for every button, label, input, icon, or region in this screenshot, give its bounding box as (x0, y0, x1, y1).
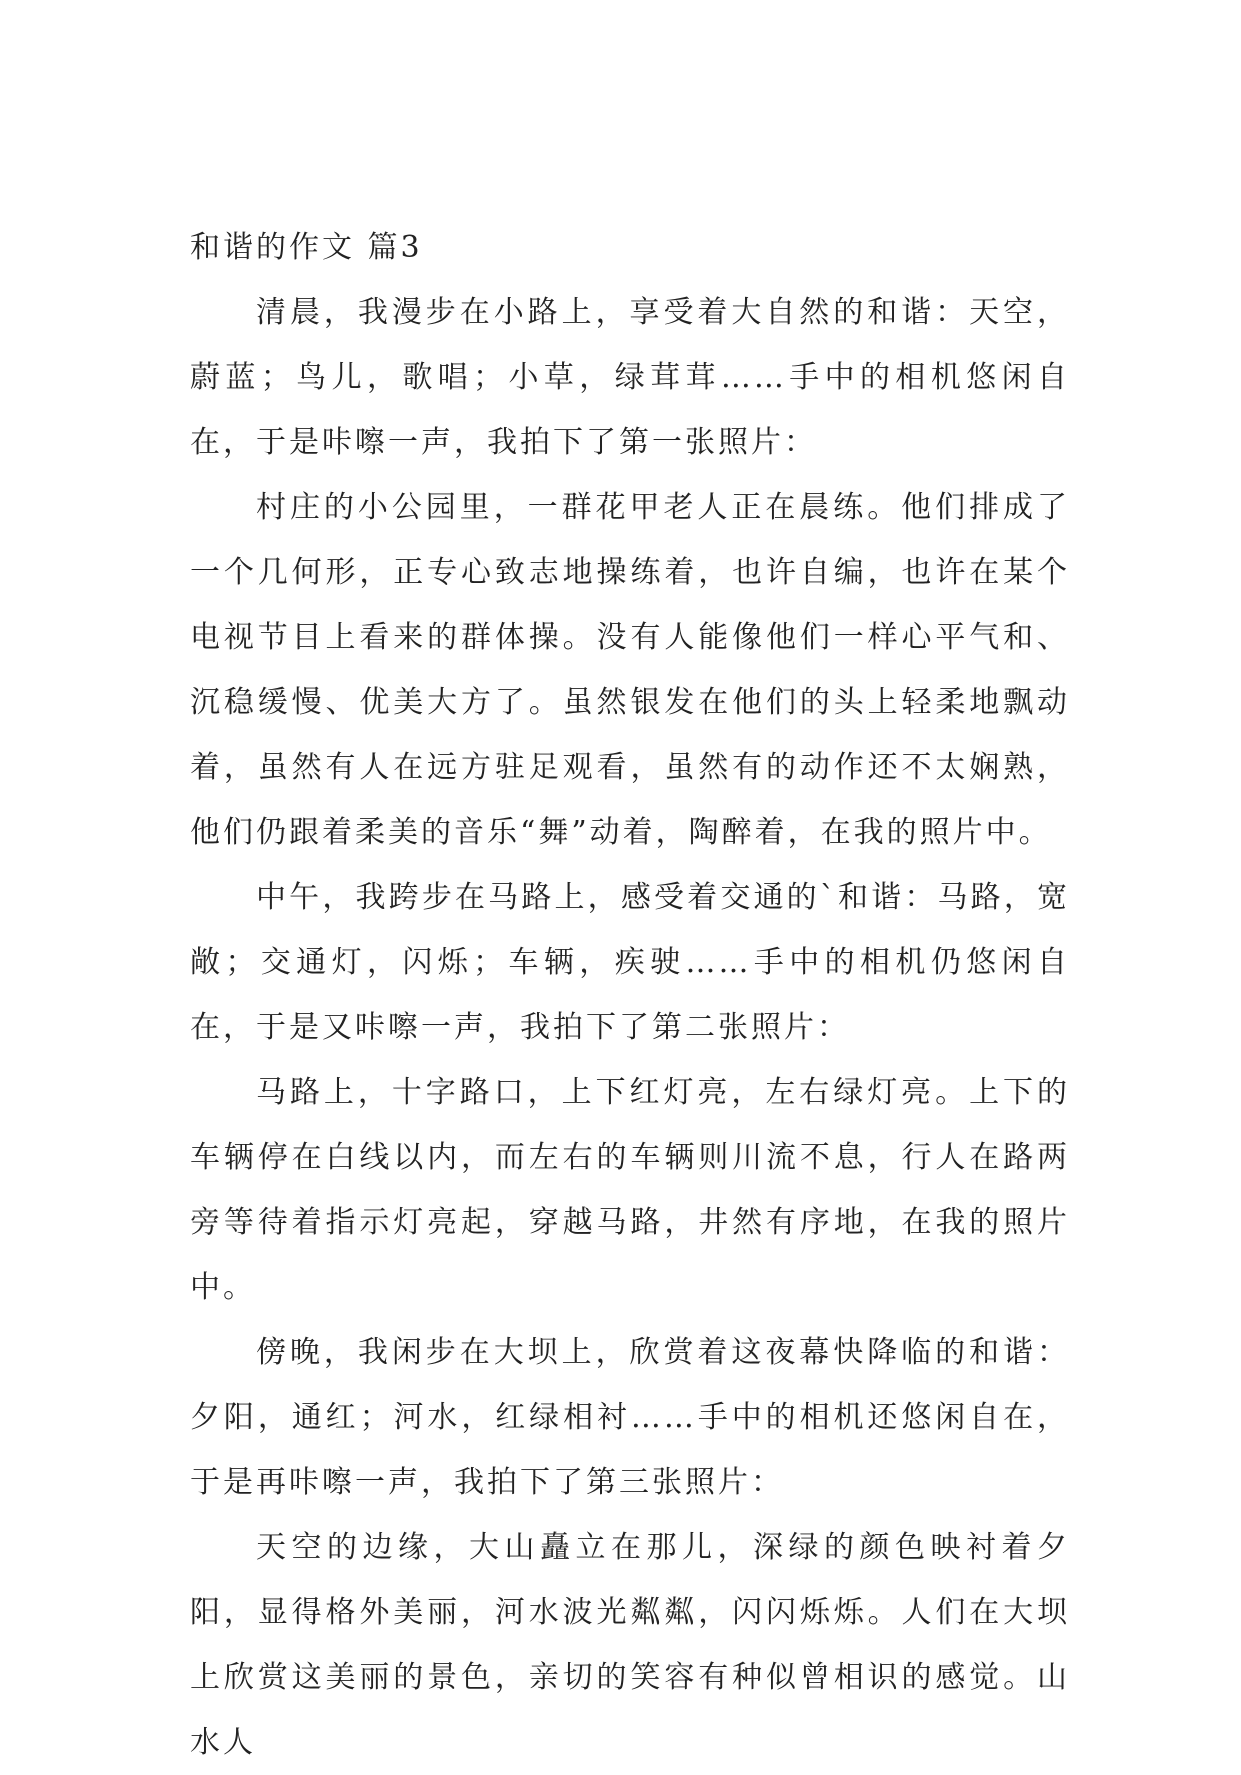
paragraph-6: 天空的边缘，大山矗立在那儿，深绿的颜色映衬着夕阳，显得格外美丽，河水波光粼粼，闪闪烁烁。人们在大坝上欣赏这美丽的景色，亲切的笑容有种似曾相识的感觉。山水人 (190, 1530, 1070, 1760)
document-body (190, 215, 1070, 1775)
paragraph-2: 村庄的小公园里，一群花甲老人正在晨练。他们排成了一个几何形，正专心致志地操练着，也许自编，也许在某个电视节目上看来的群体操。没有人能像他们一样心平气和、沉稳缓慢、优美大方了。虽然银发在他们的头上轻柔地飘动着，虽然有人在远方驻足观看，虽然有的动作还不太娴熟，他们仍跟着柔美的音乐“舞”动着，陶醉着，在我的照片中。 (190, 490, 1070, 850)
paragraph-5: 傍晚，我闲步在大坝上，欣赏着这夜幕快降临的和谐：夕阳，通红；河水，红绿相衬……手中的相机还悠闲自在，于是再咔嚓一声，我拍下了第三张照片： (190, 1335, 1070, 1500)
paragraph-1: 清晨，我漫步在小路上，享受着大自然的和谐：天空，蔚蓝；鸟儿，歌唱；小草，绿茸茸……手中的相机悠闲自在，于是咔嚓一声，我拍下了第一张照片： (190, 295, 1070, 460)
paragraph-3: 中午，我跨步在马路上，感受着交通的`和谐：马路，宽敞；交通灯，闪烁；车辆，疾驶……手中的相机仍悠闲自在，于是又咔嚓一声，我拍下了第二张照片： (190, 880, 1070, 1045)
document-title: 和谐的作文 篇3 (190, 230, 423, 265)
paragraph-4: 马路上，十字路口，上下红灯亮，左右绿灯亮。上下的车辆停在白线以内，而左右的车辆则川流不息，行人在路两旁等待着指示灯亮起，穿越马路，井然有序地，在我的照片中。 (190, 1075, 1070, 1305)
